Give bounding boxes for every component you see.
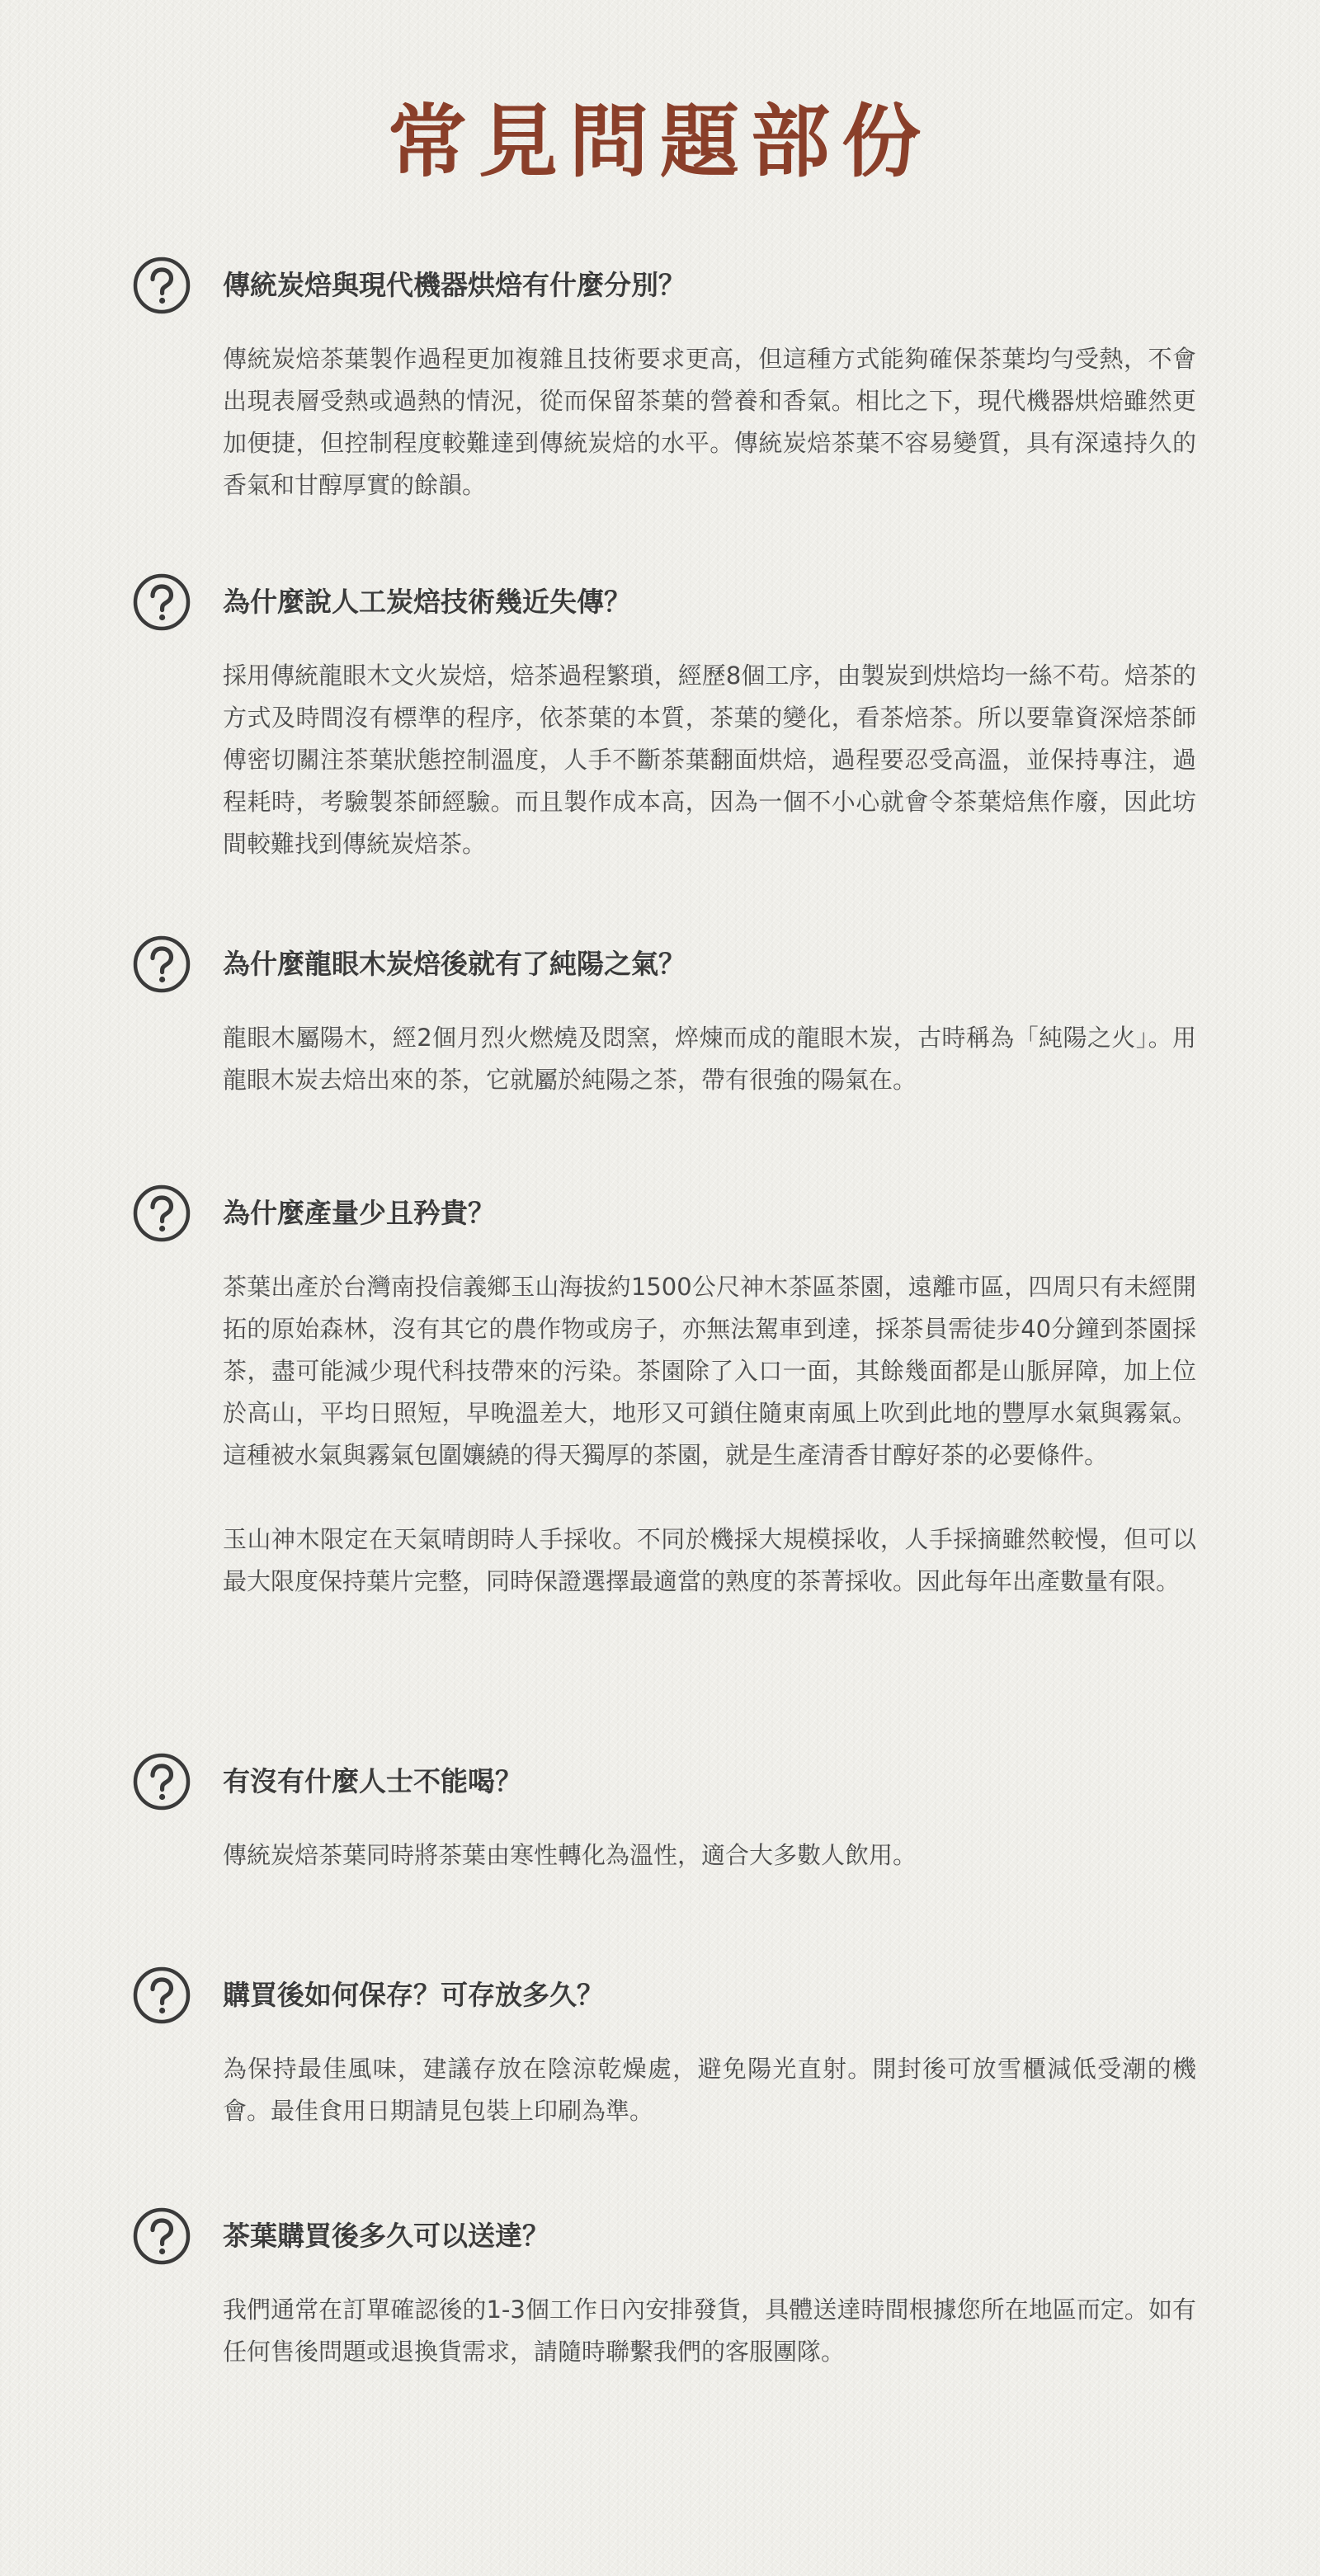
faq-answer bbox=[223, 1834, 1196, 1877]
faq-answer-paragraph: 龍眼木屬陽木，經2個月烈火燃燒及悶窯，焠煉而成的龍眼木炭，古時稱為「純陽之火」。用龍眼木炭去焙出來的茶，它就屬於純陽之茶，帶有很強的陽氣在。 bbox=[223, 1024, 1196, 1094]
question-circle-icon bbox=[132, 935, 191, 994]
faq-question: 為什麼產量少且矜貴？ bbox=[223, 1197, 495, 1229]
faq-answer bbox=[223, 655, 1196, 865]
faq-answer-paragraph: 傳統炭焙茶葉同時將茶葉由寒性轉化為溫性，適合大多數人飲用。 bbox=[223, 1841, 917, 1869]
faq-answer-paragraph: 玉山神木限定在天氣晴朗時人手採收。不同於機採大規模採收，人手採摘雖然較慢，但可以最大限度保持葉片完整，同時保證選擇最適當的熟度的茶菁採收。因此每年出產數量有限。 bbox=[223, 1525, 1196, 1595]
faq-answer bbox=[223, 338, 1196, 506]
question-circle-icon bbox=[132, 1752, 191, 1811]
faq-question: 茶葉購買後多久可以送達？ bbox=[223, 2220, 549, 2252]
faq-question: 為什麼說人工炭焙技術幾近失傳？ bbox=[223, 586, 631, 618]
page-title: 常見問題部份 bbox=[388, 95, 932, 188]
question-circle-icon bbox=[132, 1184, 191, 1243]
question-circle-icon bbox=[132, 2206, 191, 2266]
question-circle-icon bbox=[132, 572, 191, 632]
faq-question: 有沒有什麼人士不能喝？ bbox=[223, 1765, 522, 1797]
question-circle-icon bbox=[132, 1966, 191, 2025]
faq-answer-paragraph: 採用傳統龍眼木文火炭焙，焙茶過程繁瑣，經歷8個工序，由製炭到烘焙均一絲不苟。焙茶的方式及時間沒有標準的程序，依茶葉的本質，茶葉的變化，看茶焙茶。所以要靠資深焙茶師傅密切關注茶葉狀態控制溫度，人手不斷茶葉翻面烘焙，過程要忍受高溫，並保持專注，過程耗時，考驗製茶師經驗。而且製作成本高，因為一個不小心就會令茶葉焙焦作廢，因此坊間較難找到傳統炭焙茶。 bbox=[223, 662, 1196, 858]
faq-question: 為什麼龍眼木炭焙後就有了純陽之氣？ bbox=[223, 948, 686, 980]
faq-answer-paragraph: 為保持最佳風味，建議存放在陰涼乾燥處，避免陽光直射。開封後可放雪櫃減低受潮的機會。最佳食用日期請見包裝上印刷為準。 bbox=[223, 2055, 1196, 2125]
faq-answer bbox=[223, 2289, 1196, 2373]
faq-answer bbox=[223, 1266, 1196, 1603]
faq-answer-paragraph: 傳統炭焙茶葉製作過程更加複雜且技術要求更高，但這種方式能夠確保茶葉均勻受熱，不會出現表層受熱或過熱的情況，從而保留茶葉的營養和香氣。相比之下，現代機器烘焙雖然更加便捷，但控制程度較難達到傳統炭焙的水平。傳統炭焙茶葉不容易變質，具有深遠持久的香氣和甘醇厚實的餘韻。 bbox=[223, 345, 1196, 499]
faq-question: 購買後如何保存？可存放多久？ bbox=[223, 1979, 604, 2011]
faq-answer bbox=[223, 1017, 1196, 1101]
faq-answer-paragraph: 茶葉出產於台灣南投信義鄉玉山海拔約1500公尺神木茶區茶園，遠離市區，四周只有未經開拓的原始森林，沒有其它的農作物或房子，亦無法駕車到達，採茶員需徒步40分鐘到茶園採茶，盡可能減少現代科技帶來的污染。茶園除了入口一面，其餘幾面都是山脈屏障，加上位於高山，平均日照短，早晚溫差大，地形又可鎖住隨東南風上吹到此地的豐厚水氣與霧氣。這種被水氣與霧氣包圍孃繞的得天獨厚的茶園，就是生產清香甘醇好茶的必要條件。 bbox=[223, 1273, 1196, 1469]
faq-answer-paragraph: 我們通常在訂單確認後的1-3個工作日內安排發貨，具體送達時間根據您所在地區而定。如有任何售後問題或退換貨需求，請隨時聯繫我們的客服團隊。 bbox=[223, 2296, 1196, 2366]
question-circle-icon bbox=[132, 256, 191, 315]
faq-answer bbox=[223, 2048, 1196, 2132]
faq-question: 傳統炭焙與現代機器烘焙有什麼分別？ bbox=[223, 269, 686, 301]
